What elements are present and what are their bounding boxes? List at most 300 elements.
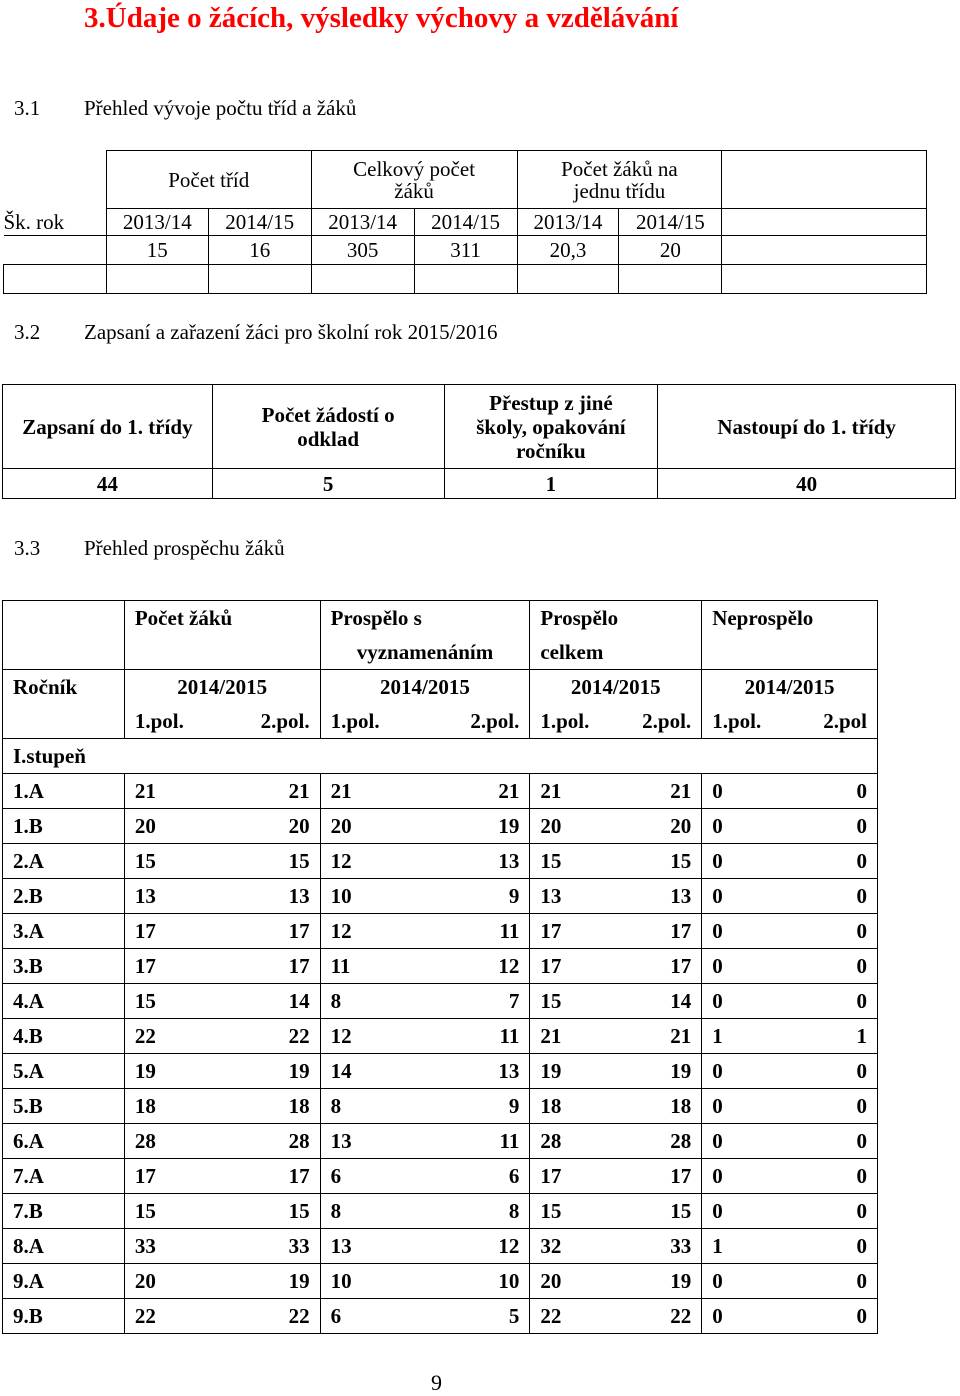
semester-values (530, 1299, 702, 1334)
header-pupil-count: Počet žáků (124, 601, 320, 636)
sem2-value: 11 (499, 1129, 520, 1153)
class-label: 6.A (3, 1124, 125, 1159)
header-line: žáků (394, 178, 434, 203)
empty-cell (3, 704, 125, 739)
semester-values (530, 1194, 702, 1229)
section-3-2-heading (14, 320, 497, 345)
sem1-label: 1.pol. (712, 709, 762, 733)
header-line: školy, opakování (476, 414, 626, 439)
semester-values (320, 1054, 530, 1089)
class-label: 4.A (3, 984, 125, 1019)
sem2-value: 21 (670, 1024, 692, 1048)
semester-values (124, 844, 320, 879)
sem1-value: 15 (540, 1199, 562, 1223)
sem1-value: 20 (540, 814, 562, 838)
semester-values (530, 949, 702, 984)
year-cell: 2014/15 (414, 209, 517, 236)
semester-values (702, 1159, 878, 1194)
header-transfer (444, 385, 658, 469)
header-passed-line2: celkem (530, 635, 702, 670)
year-cell: 2014/2015 (530, 670, 702, 705)
sem1-value: 12 (330, 1024, 352, 1048)
section-3-3-heading (14, 536, 285, 561)
semester-values (320, 1229, 530, 1264)
empty-cell (722, 151, 927, 209)
empty-cell (3, 601, 125, 636)
sem1-value: 22 (134, 1304, 156, 1328)
sem1-value: 0 (712, 1059, 723, 1083)
sem2-value: 33 (670, 1234, 692, 1258)
sem1-value: 14 (330, 1059, 352, 1083)
sem1-value: 0 (712, 1199, 723, 1223)
header-line: Přestup z jiné (489, 390, 613, 415)
semester-values (320, 1159, 530, 1194)
semester-values (702, 984, 878, 1019)
header-line: odklad (297, 426, 360, 451)
sem2-value: 11 (499, 919, 520, 943)
semester-values (530, 879, 702, 914)
sem1-value: 0 (712, 1304, 723, 1328)
table-row (3, 844, 878, 879)
sem1-value: 10 (330, 1269, 352, 1293)
sem1-value: 20 (134, 814, 156, 838)
sem1-value: 15 (134, 849, 156, 873)
semester-values (320, 1019, 530, 1054)
sem1-value: 19 (134, 1059, 156, 1083)
semester-values (124, 1054, 320, 1089)
sem1-value: 15 (134, 989, 156, 1013)
sem1-value: 0 (712, 954, 723, 978)
section-title: Přehled vývoje počtu tříd a žáků (84, 96, 357, 120)
semester-values (702, 1194, 878, 1229)
semester-values (702, 1124, 878, 1159)
sem2-value: 13 (670, 884, 692, 908)
semester-values (530, 1089, 702, 1124)
empty-cell (208, 265, 311, 294)
header-line: Počet žádostí o (261, 402, 395, 427)
sem2-value: 20 (670, 814, 692, 838)
sem2-value: 7 (508, 989, 520, 1013)
sem2-value: 1 (856, 1024, 867, 1048)
sem2-value: 33 (288, 1234, 310, 1258)
sem2-value: 28 (670, 1129, 692, 1153)
sem2-value: 11 (499, 1024, 520, 1048)
table-row (3, 1264, 878, 1299)
header-pupils-per-class (517, 151, 722, 209)
semester-values (702, 809, 878, 844)
sem1-value: 0 (712, 1164, 723, 1188)
table-row (3, 984, 878, 1019)
semester-values (530, 1054, 702, 1089)
sem1-value: 15 (540, 989, 562, 1013)
sem2-value: 0 (856, 919, 867, 943)
header-passed: Prospělo (530, 601, 702, 636)
table-row (3, 1194, 878, 1229)
semester-values (530, 1264, 702, 1299)
semester-values (530, 774, 702, 809)
semester-values (702, 1264, 878, 1299)
class-label: 3.A (3, 914, 125, 949)
sem2-value: 8 (508, 1199, 520, 1223)
sem1-value: 0 (712, 1269, 723, 1293)
semester-values (320, 1124, 530, 1159)
header-class-count: Počet tříd (106, 151, 311, 209)
sem2-value: 21 (670, 779, 692, 803)
empty-cell (4, 236, 107, 265)
class-label: 8.A (3, 1229, 125, 1264)
sem2-value: 0 (856, 1094, 867, 1118)
semester-values (124, 774, 320, 809)
semester-values (124, 1089, 320, 1124)
table-row (3, 1124, 878, 1159)
sem1-value: 0 (712, 1094, 723, 1118)
sem1-value: 28 (134, 1129, 156, 1153)
year-cell: 2014/15 (208, 209, 311, 236)
semester-values (702, 1299, 878, 1334)
year-cell: 2013/14 (106, 209, 208, 236)
sem2-value: 28 (288, 1129, 310, 1153)
sem2-value: 6 (508, 1164, 520, 1188)
sem2-label: 2.pol. (642, 709, 692, 733)
semester-values (320, 809, 530, 844)
semester-values (530, 1229, 702, 1264)
year-cell: 2013/14 (517, 209, 619, 236)
sem2-value: 19 (288, 1269, 310, 1293)
sem2-value: 13 (498, 1059, 520, 1083)
semester-values (124, 1124, 320, 1159)
sem1-value: 15 (540, 849, 562, 873)
year-cell: 2013/14 (311, 209, 414, 236)
page-heading: 3.Údaje o žácích, výsledky výchovy a vzdělávání (84, 2, 679, 34)
class-label: 1.B (3, 809, 125, 844)
sem2-value: 14 (288, 989, 310, 1013)
sem1-value: 21 (540, 1024, 562, 1048)
section-number: 3.2 (14, 320, 41, 344)
table-row (3, 949, 878, 984)
semester-values (530, 1019, 702, 1054)
class-count-table (3, 150, 927, 294)
sem2-value: 0 (856, 779, 867, 803)
header-will-start: Nastoupí do 1. třídy (658, 385, 956, 469)
semester-values (320, 984, 530, 1019)
value-cell: 44 (3, 469, 213, 499)
sem1-value: 8 (330, 1199, 342, 1223)
table-row (3, 879, 878, 914)
sem1-value: 0 (712, 1129, 723, 1153)
sem1-value: 1 (712, 1024, 723, 1048)
sem1-value: 21 (540, 779, 562, 803)
empty-cell (311, 265, 414, 294)
semester-values (702, 774, 878, 809)
sem2-value: 0 (856, 954, 867, 978)
semester-values (124, 809, 320, 844)
sem1-value: 12 (330, 849, 352, 873)
sem1-value: 18 (134, 1094, 156, 1118)
sem1-value: 11 (330, 954, 351, 978)
sem2-value: 17 (288, 919, 310, 943)
sem1-value: 32 (540, 1234, 562, 1258)
sem1-value: 20 (540, 1269, 562, 1293)
semester-values (320, 1299, 530, 1334)
class-label: 3.B (3, 949, 125, 984)
semester-values (124, 949, 320, 984)
sem1-value: 0 (712, 849, 723, 873)
sem1-value: 17 (134, 1164, 156, 1188)
sem2-value: 0 (856, 1129, 867, 1153)
sem1-value: 12 (330, 919, 352, 943)
class-label: 7.B (3, 1194, 125, 1229)
sem1-value: 15 (134, 1199, 156, 1223)
sem1-value: 13 (134, 884, 156, 908)
table-row (3, 1159, 878, 1194)
class-label: 9.B (3, 1299, 125, 1334)
empty-cell (414, 265, 517, 294)
value-cell: 20 (619, 236, 722, 265)
sem2-value: 22 (288, 1024, 310, 1048)
header-total-pupils (311, 151, 517, 209)
sem1-value: 20 (330, 814, 352, 838)
semester-values (124, 1299, 320, 1334)
semester-values (530, 984, 702, 1019)
sem1-value: 28 (540, 1129, 562, 1153)
sem2-value: 0 (856, 1304, 867, 1328)
empty-cell (124, 635, 320, 670)
empty-cell (4, 151, 107, 209)
sem1-value: 21 (330, 779, 352, 803)
sem1-value: 19 (540, 1059, 562, 1083)
header-failed: Neprospělo (702, 601, 878, 636)
empty-cell (702, 635, 878, 670)
header-grade: Ročník (3, 670, 125, 705)
sem2-value: 0 (856, 1269, 867, 1293)
table-row (3, 1229, 878, 1264)
semester-values (124, 984, 320, 1019)
sem2-value: 0 (856, 1164, 867, 1188)
sem2-value: 17 (288, 954, 310, 978)
sem2-value: 17 (288, 1164, 310, 1188)
header-line: ročníku (516, 438, 586, 463)
sem1-value: 10 (330, 884, 352, 908)
semester-cell (702, 704, 878, 739)
sem2-value: 18 (670, 1094, 692, 1118)
sem1-value: 22 (540, 1304, 562, 1328)
sem1-value: 1 (712, 1234, 723, 1258)
value-cell: 5 (212, 469, 444, 499)
header-distinction-line2: vyznamenáním (320, 635, 530, 670)
sem2-value: 0 (856, 989, 867, 1013)
sem2-value: 21 (498, 779, 520, 803)
sem2-value: 19 (498, 814, 520, 838)
sem1-value: 17 (134, 919, 156, 943)
sem1-value: 13 (540, 884, 562, 908)
semester-values (702, 1089, 878, 1124)
sem2-value: 0 (856, 884, 867, 908)
sem1-value: 21 (134, 779, 156, 803)
table-row (3, 914, 878, 949)
sem2-value: 12 (498, 1234, 520, 1258)
table-row (3, 1089, 878, 1124)
class-label: 2.A (3, 844, 125, 879)
semester-values (702, 949, 878, 984)
value-cell: 1 (444, 469, 658, 499)
semester-cell (124, 704, 320, 739)
semester-values (702, 914, 878, 949)
header-deferral-requests (212, 385, 444, 469)
empty-cell (4, 265, 107, 294)
semester-values (124, 1264, 320, 1299)
sem1-value: 17 (540, 1164, 562, 1188)
sem2-value: 21 (288, 779, 310, 803)
sem2-value: 9 (508, 1094, 520, 1118)
sem2-value: 5 (508, 1304, 520, 1328)
sem2-value: 18 (288, 1094, 310, 1118)
sem1-value: 0 (712, 989, 723, 1013)
sem2-value: 15 (288, 1199, 310, 1223)
year-cell: 2014/2015 (702, 670, 878, 705)
table-row (3, 1019, 878, 1054)
value-cell: 40 (658, 469, 956, 499)
semester-values (530, 1124, 702, 1159)
semester-values (124, 1019, 320, 1054)
table-row (3, 1299, 878, 1334)
section-title: Přehled prospěchu žáků (84, 536, 285, 560)
semester-values (320, 1194, 530, 1229)
sem2-value: 17 (670, 1164, 692, 1188)
semester-values (320, 1089, 530, 1124)
section-3-1-heading (14, 96, 356, 121)
sem1-label: 1.pol. (540, 709, 590, 733)
class-label: 9.A (3, 1264, 125, 1299)
semester-cell (530, 704, 702, 739)
enrollment-table (2, 384, 956, 499)
class-label: 2.B (3, 879, 125, 914)
section-title: Zapsaní a zařazení žáci pro školní rok 2015/2016 (84, 320, 498, 344)
header-line: Celkový počet (353, 156, 476, 181)
sem1-value: 17 (540, 919, 562, 943)
semester-values (530, 1159, 702, 1194)
page-number: 9 (431, 1370, 442, 1395)
empty-cell (722, 265, 927, 294)
sem2-value: 9 (508, 884, 520, 908)
semester-values (320, 774, 530, 809)
sem1-value: 6 (330, 1304, 342, 1328)
semester-values (124, 1229, 320, 1264)
class-label: 5.B (3, 1089, 125, 1124)
sem1-value: 20 (134, 1269, 156, 1293)
sem1-label: 1.pol. (134, 709, 184, 733)
sem1-value: 18 (540, 1094, 562, 1118)
sem1-value: 8 (330, 1094, 342, 1118)
section-number: 3.1 (14, 96, 41, 120)
class-label: 5.A (3, 1054, 125, 1089)
sem2-value: 12 (498, 954, 520, 978)
sem1-value: 0 (712, 814, 723, 838)
sem2-value: 22 (670, 1304, 692, 1328)
sem1-label: 1.pol. (330, 709, 380, 733)
sem2-value: 19 (670, 1269, 692, 1293)
semester-values (530, 844, 702, 879)
table-row (3, 809, 878, 844)
sem1-value: 17 (134, 954, 156, 978)
year-cell: 2014/2015 (124, 670, 320, 705)
sem2-label: 2.pol. (260, 709, 310, 733)
semester-values (702, 844, 878, 879)
semester-values (320, 949, 530, 984)
section-number: 3.3 (14, 536, 41, 560)
sem1-value: 8 (330, 989, 342, 1013)
school-year-label: Šk. rok (3, 209, 65, 234)
value-cell: 15 (106, 236, 208, 265)
sem2-value: 0 (856, 1234, 867, 1258)
class-label: 1.A (3, 774, 125, 809)
sem2-label: 2.pol (823, 709, 867, 733)
sem2-value: 13 (288, 884, 310, 908)
sem1-value: 22 (134, 1024, 156, 1048)
sem2-value: 15 (288, 849, 310, 873)
sem1-value: 17 (540, 954, 562, 978)
semester-values (702, 1054, 878, 1089)
value-cell: 305 (311, 236, 414, 265)
semester-values (320, 1264, 530, 1299)
empty-cell (106, 265, 208, 294)
value-cell: 20,3 (517, 236, 619, 265)
results-table (2, 600, 878, 1334)
empty-cell (619, 265, 722, 294)
class-label: 4.B (3, 1019, 125, 1054)
sem2-value: 0 (856, 1199, 867, 1223)
semester-values (124, 879, 320, 914)
semester-values (124, 1159, 320, 1194)
semester-values (702, 879, 878, 914)
semester-values (530, 914, 702, 949)
header-line: jednu třídu (573, 178, 666, 203)
empty-cell (3, 635, 125, 670)
sem2-value: 17 (670, 919, 692, 943)
class-label: 7.A (3, 1159, 125, 1194)
empty-cell (722, 236, 927, 265)
sem1-value: 0 (712, 779, 723, 803)
table-row (3, 774, 878, 809)
sem2-label: 2.pol. (470, 709, 520, 733)
semester-cell (320, 704, 530, 739)
sem1-value: 13 (330, 1234, 352, 1258)
sem2-value: 0 (856, 814, 867, 838)
semester-values (124, 914, 320, 949)
sem2-value: 15 (670, 1199, 692, 1223)
sem1-value: 6 (330, 1164, 342, 1188)
value-cell: 16 (208, 236, 311, 265)
semester-values (320, 879, 530, 914)
sem2-value: 0 (856, 849, 867, 873)
semester-values (702, 1019, 878, 1054)
sem2-value: 0 (856, 1059, 867, 1083)
sem1-value: 33 (134, 1234, 156, 1258)
sem1-value: 13 (330, 1129, 352, 1153)
semester-values (124, 1194, 320, 1229)
level-label: I.stupeň (3, 739, 878, 774)
semester-values (702, 1229, 878, 1264)
semester-values (320, 914, 530, 949)
table-row (3, 1054, 878, 1089)
empty-cell (722, 209, 927, 236)
sem2-value: 15 (670, 849, 692, 873)
header-enrolled: Zapsaní do 1. třídy (3, 385, 213, 469)
sem2-value: 13 (498, 849, 520, 873)
semester-values (320, 844, 530, 879)
sem1-value: 0 (712, 919, 723, 943)
sem2-value: 10 (498, 1269, 520, 1293)
year-cell: 2014/2015 (320, 670, 530, 705)
